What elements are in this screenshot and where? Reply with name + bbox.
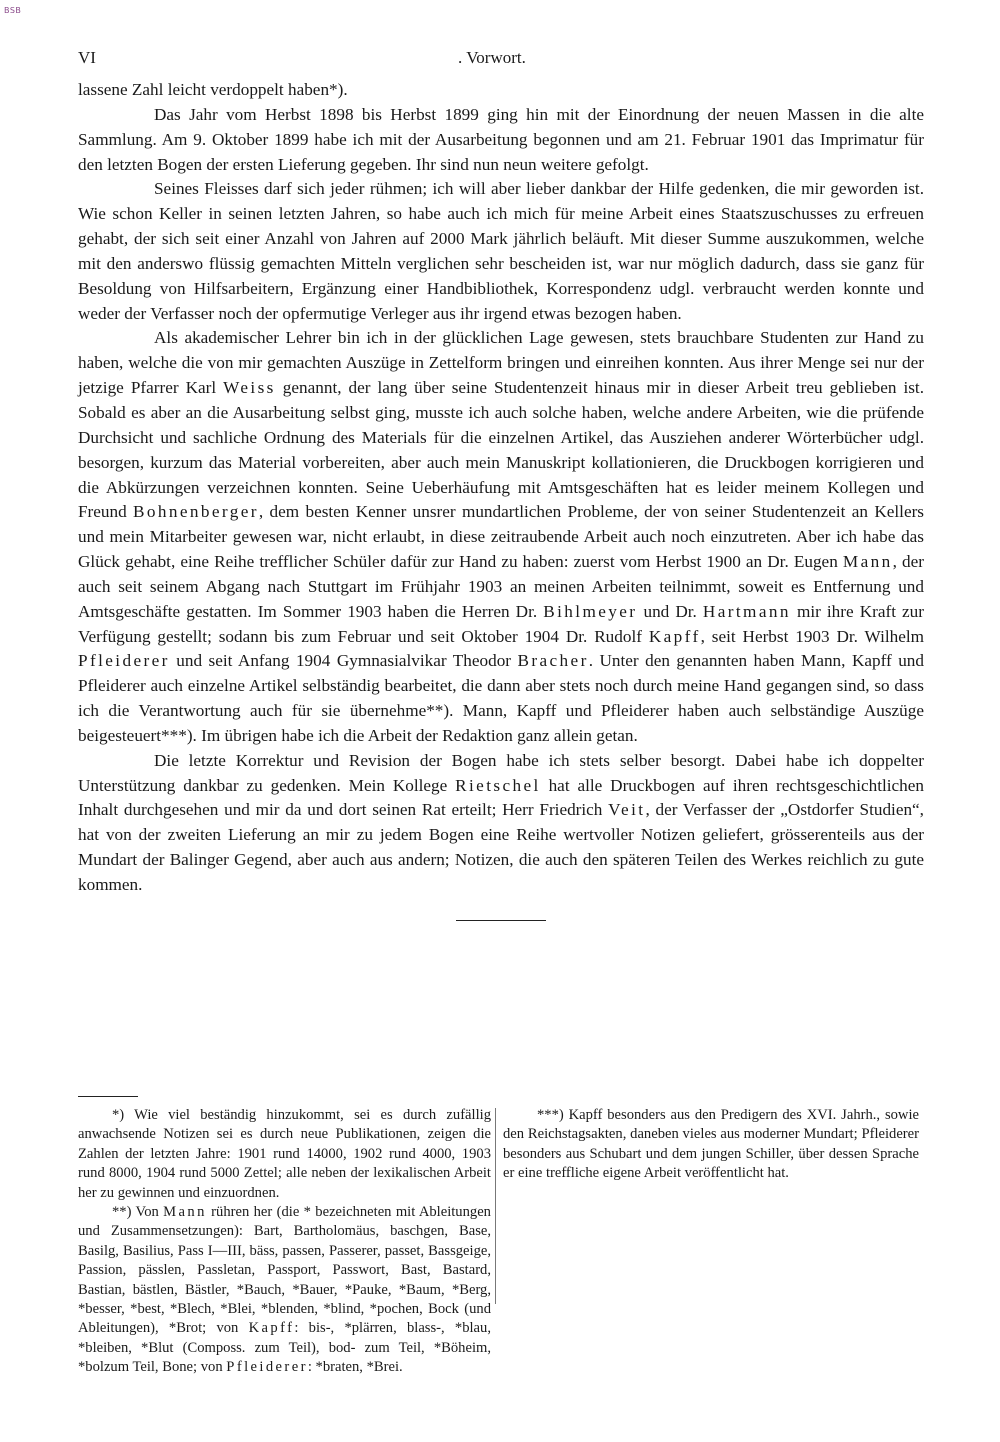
spaced-name: Pfleiderer bbox=[78, 651, 170, 671]
text-run: **) Von bbox=[112, 1204, 164, 1221]
footnote-column-right bbox=[503, 1106, 919, 1184]
section-divider bbox=[456, 920, 546, 921]
paragraph: Das Jahr vom Herbst 1898 bis Herbst 1899 ging hin mit der Einordnung der neuen Massen in die alte Sammlung. Am 9. Oktober 1899 habe ich mit der Ausarbeitung begonnen und am 21. Februar 1901 das Imprimatur für den letzten Bogen der ersten Lieferung gegeben. Ihr sind nun neun weitere gefolgt. bbox=[78, 104, 924, 174]
spaced-name: Hartmann bbox=[702, 601, 791, 621]
page-number: VI bbox=[78, 48, 96, 67]
spaced-name: Bihlmeyer bbox=[543, 601, 638, 621]
page-title: . Vorwort. bbox=[458, 48, 526, 67]
footnote-rule bbox=[78, 1096, 138, 1097]
spaced-name: Rietschel bbox=[455, 775, 541, 795]
body-text bbox=[78, 78, 924, 898]
spaced-name: Mann bbox=[842, 552, 893, 572]
text-run: : *braten, *Brei. bbox=[307, 1359, 403, 1376]
spaced-name: Bohnenberger bbox=[133, 502, 259, 522]
footnote-1: *) Wie viel beständig hinzukommt, sei es durch zufällig anwachsende Notizen sei es durch neue Publikationen, zeigen die Zahlen der letzten Jahre: 1901 rund 14000, 1902 rund 4000, 1903 rund 8000, 1904 rund 5000 Zettel; alle neben der lexikalischen Arbeit her zu gewinnen und einzuordnen. bbox=[78, 1107, 491, 1201]
text-run: und seit Anfang 1904 Gymnasialvikar Theodor bbox=[169, 651, 518, 671]
text-run: hat alle Druckbogen auf ihren rechtsgeschichtlichen Inhalt durchgesehen und mir da und dort seinen Rat erteilt; Herr Friedrich bbox=[78, 775, 925, 820]
paragraph: Seines Fleisses darf sich jeder rühmen; ich will aber lieber dankbar der Hilfe gedenken, die mir geworden ist. Wie schon Keller in seinen letzten Jahren, so habe auch ich mich für meine Arbeit eines Staatszuschusses zu erfreuen gehabt, der sich seit einer Anzahl von Jahren auf 2000 Mark jährlich beläuft. Mit dieser Summe auszukommen, welche mit den anderswo flüssig gemachten Mitteln verglichen sehr bescheiden ist, war nur möglich dadurch, dass sie ganz für Besoldung von Hilfsarbeitern, Ergänzung einer Handbibliothek, Korrespondenz udgl. verbraucht werden konnte und weder der Verfasser noch der opfermutige Verleger aus ihr irgend etwas bezogen haben. bbox=[78, 179, 924, 323]
paragraph bbox=[78, 749, 924, 898]
running-head bbox=[78, 48, 924, 78]
spaced-name: Mann bbox=[163, 1204, 207, 1221]
text-run: . Unter den genannten haben Mann, Kapff und Pfleiderer auch einzelne Artikel selbständig bearbeitet, die dann aber stets noch durch meine Hand gegangen sind, so dass ich die Verantwortung auch für sie übernehme**). Mann, Kapff und Pfleiderer haben auch selbständige Auszüge beigesteuert***). Im übrigen habe ich die Arbeit der Redaktion ganz allein getan. bbox=[78, 651, 924, 745]
text-run: rühren her (die * bezeichneten mit Ableitungen und Zusammensetzungen): Bart, Bartholomäus, baschgen, Base, Basilg, Basilius, Pass I—III, bäss, passen, Passerer, passet, Bassgeige, Passion, pässlen, Passletan, Passport, Passwort, Bast, Bastard, Bastian, bästlen, Bästler, *Bauch, *Bauer, *Pauke, *Baum, *Berg, *besser, *best, *Blech, *Blei, *blenden, *blind, *pochen, Bock (und Ableitungen), *Brot; von bbox=[78, 1204, 491, 1337]
text-run: , dem besten Kenner unsrer mundartlichen Probleme, der von seiner Studentenzeit an Kellers und mein Mitarbeiter gewesen war, nicht erlaubt, in diese zeitraubende Arbeit auch noch einzutreten. Aber ich habe das Glück gehabt, eine Reihe trefflicher Schüler dafür zur Hand zu haben: zuerst vom Herbst 1900 an Dr. Eugen bbox=[78, 502, 924, 572]
text-run: und Dr. bbox=[637, 601, 703, 621]
text-run: Als akademischer Lehrer bin ich in der glücklichen Lage gewesen, stets brauchbare Studenten zur Hand zu haben, welche die von mir gemachten Auszüge in Zettelform bringen und einreihen konnten. Aus ihrer Menge sei nur der jetzige Pfarrer Karl bbox=[78, 328, 924, 398]
text-run: : bis-, *plärren, blass-, *blau, *bleiben, *Blut (Composs. zum Teil), bod- zum Teil, *Böheim, *bolzum Teil, Bone; von bbox=[78, 1320, 491, 1376]
spaced-name: Kapff bbox=[648, 626, 701, 646]
paragraph: lassene Zahl leicht verdoppelt haben*). bbox=[78, 80, 348, 99]
footnote-3: ***) Kapff besonders aus den Predigern des XVI. Jahrh., sowie den Reichstagsakten, daneben vieles aus moderner Mundart; Pfleiderer besonders aus Schubart und dem jungen Schiller, über dessen Sprache er eine treffliche eigene Arbeit veröffentlicht hat. bbox=[503, 1107, 919, 1182]
spaced-name: Veit bbox=[608, 800, 646, 820]
text-run: genannt, der lang über seine Studentenzeit hinaus mir in dieser Arbeit treu geblieben ist. Sobald es aber an die Ausarbeitung selbst ging, musste ich auch solche haben, welche andere Arbeiten, wie die prüfende Durchsicht und sachliche Ordnung des Materials für die einzelnen Artikel, das Ausziehen anderer Wörterbücher udgl. besorgen, kurzum das Material vorbereiten, aber auch mein Manuskript kollationieren, die Druckbogen korrigieren und die Abkürzungen verzeichnen konnten. Seine Ueberhäufung mit Amtsgeschäften hat es leider meinem Kollegen und Freund bbox=[78, 378, 924, 522]
text-run: , der Verfasser der „Ostdorfer Studien“, hat von der zweiten Lieferung an mir zu jedem Bogen eine Reihe wertvoller Notizen geliefert, grösserenteils aus der Mundart der Balinger Gegend, aber auch aus andern; Notizen, die auch den späteren Teilen des Werkes reichlich zu gute kommen. bbox=[78, 800, 924, 894]
spaced-name: Pfleiderer bbox=[226, 1359, 308, 1376]
spaced-name: Kapff bbox=[248, 1320, 295, 1337]
text-run: , seit Herbst 1903 Dr. Wilhelm bbox=[700, 626, 924, 646]
page bbox=[78, 48, 924, 921]
footnote-column-left bbox=[78, 1106, 491, 1378]
spaced-name: Bracher bbox=[517, 651, 589, 671]
column-divider bbox=[495, 1108, 496, 1304]
footnote-2 bbox=[78, 1203, 491, 1378]
text-run: , der auch seit seinem Abgang nach Stuttgart im Frühjahr 1903 an meinen Arbeiten teilnimmt, soweit es Entfernung und Amtsgeschäfte gestatten. Im Sommer 1903 haben die Herren Dr. bbox=[78, 552, 924, 621]
paragraph bbox=[78, 326, 924, 748]
library-watermark: BSB bbox=[4, 6, 22, 15]
text-run: Die letzte Korrektur und Revision der Bogen habe ich stets selber besorgt. Dabei habe ich doppelter Unterstützung dankbar zu gedenken. Mein Kollege bbox=[78, 750, 924, 795]
text-run: mir ihre Kraft zur Verfügung gestellt; sodann bis zum Februar und seit Oktober 1904 Dr. Rudolf bbox=[78, 601, 924, 646]
spaced-name: Weiss bbox=[223, 378, 276, 398]
